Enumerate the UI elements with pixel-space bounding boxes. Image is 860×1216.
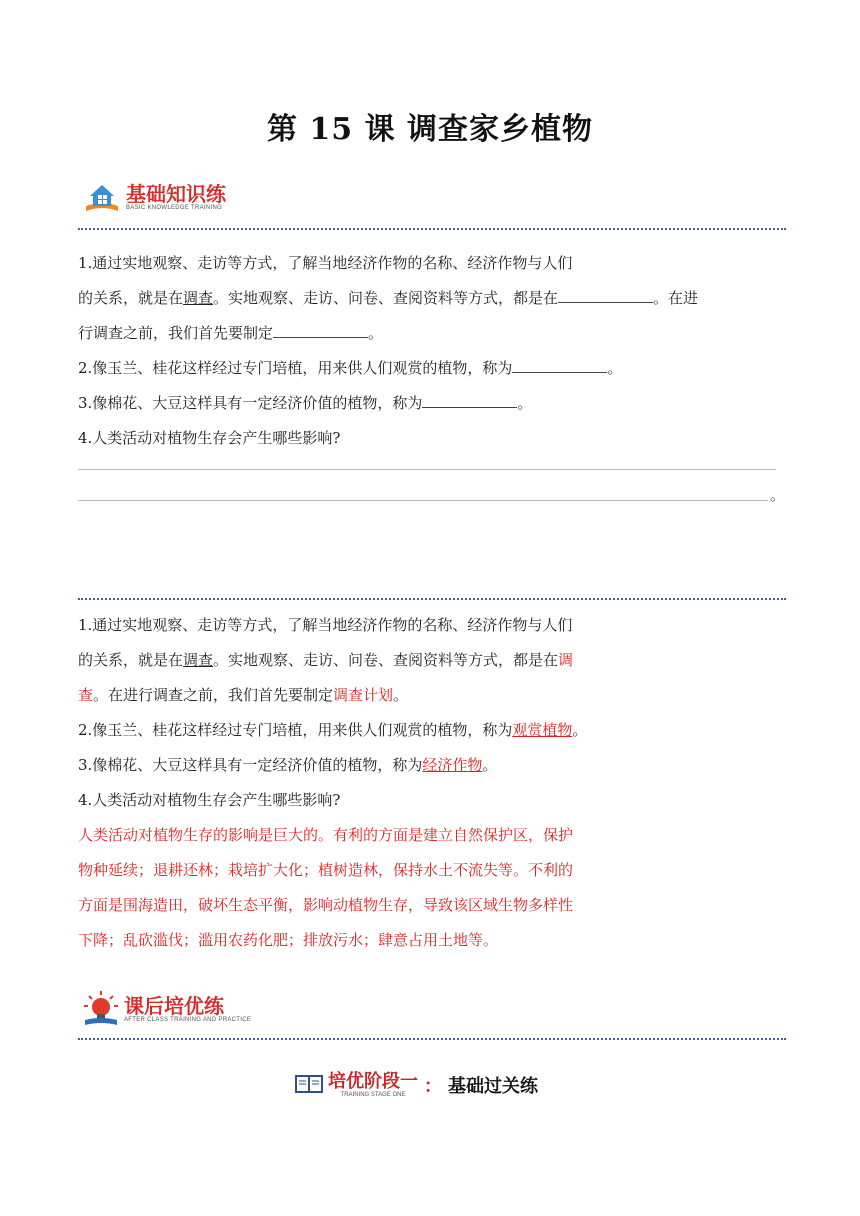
a4-answer-4: 下降；乱砍滥伐；滥用农药化肥；排放污水；肆意占用土地等。 — [78, 931, 499, 949]
a1-line3: 查。在进行调查之前，我们首先要制定调查计划。 — [78, 686, 409, 704]
a4-answer-3: 方面是围海造田，破坏生态平衡，影响动植物生存，导致该区域生物多样性 — [78, 896, 574, 914]
questions-block — [78, 246, 788, 456]
stage-label: 培优阶段一 — [328, 1071, 418, 1092]
a4: 4.人类活动对植物生存会产生哪些影响? — [78, 791, 341, 809]
divider — [78, 228, 786, 230]
a1-line1: 1.通过实地观察、走访等方式，了解当地经济作物的名称、经济作物与人们 — [78, 616, 573, 634]
answer-line-2[interactable] — [78, 500, 768, 501]
lightbulb-book-icon — [82, 990, 120, 1028]
answer-line-end: 。 — [770, 486, 786, 504]
q1-line2: 的关系，就是在调查。实地观察、走访、问卷、查阅资料等方式，都是在 。在进 — [78, 289, 699, 307]
stage-heading — [294, 1072, 538, 1098]
q3: 3.像棉花、大豆这样具有一定经济价值的植物，称为 。 — [78, 394, 533, 412]
answer-line-1[interactable] — [78, 469, 776, 470]
divider — [78, 1038, 786, 1040]
blank-4[interactable] — [422, 393, 517, 408]
blank-3[interactable] — [512, 358, 607, 373]
house-book-icon — [82, 180, 122, 214]
a4-answer-2: 物种延续；退耕还林；栽培扩大化；植树造林，保持水土不流失等。不利的 — [78, 861, 574, 879]
divider — [78, 598, 786, 600]
page-title: 第 15 课 调查家乡植物 — [266, 112, 594, 147]
q4: 4.人类活动对植物生存会产生哪些影响? — [78, 429, 341, 447]
answers-block — [78, 608, 788, 958]
q2: 2.像玉兰、桂花这样经过专门培植，用来供人们观赏的植物，称为 。 — [78, 359, 623, 377]
stage-title: 基础过关练 — [448, 1076, 538, 1097]
section-sublabel: AFTER CLASS TRAINING AND PRACTICE — [124, 1017, 252, 1023]
section-banner-afterclass — [82, 990, 251, 1028]
section-label: 课后培优练 — [124, 994, 224, 1018]
blank-2[interactable] — [273, 323, 368, 338]
q1-line3: 行调查之前，我们首先要制定 。 — [78, 324, 384, 342]
a1-line2: 的关系，就是在调查。实地观察、走访、问卷、查阅资料等方式，都是在调 — [78, 651, 574, 669]
stage-sublabel: TRAINING STAGE ONE — [340, 1092, 406, 1098]
a2: 2.像玉兰、桂花这样经过专门培植，用来供人们观赏的植物，称为观赏植物。 — [78, 721, 588, 739]
section-banner-basic — [82, 180, 226, 214]
q1-line1: 1.通过实地观察、走访等方式，了解当地经济作物的名称、经济作物与人们 — [78, 254, 573, 272]
blank-1[interactable] — [558, 288, 653, 303]
book-icon — [294, 1073, 324, 1097]
a3: 3.像棉花、大豆这样具有一定经济价值的植物，称为经济作物。 — [78, 756, 498, 774]
section-sublabel: BASIC KNOWLEDGE TRAINING — [126, 205, 223, 211]
stage-colon: ： — [424, 1076, 442, 1097]
a4-answer-1: 人类活动对植物生存的影响是巨大的。有利的方面是建立自然保护区，保护 — [78, 826, 574, 844]
section-label: 基础知识练 — [126, 182, 226, 206]
